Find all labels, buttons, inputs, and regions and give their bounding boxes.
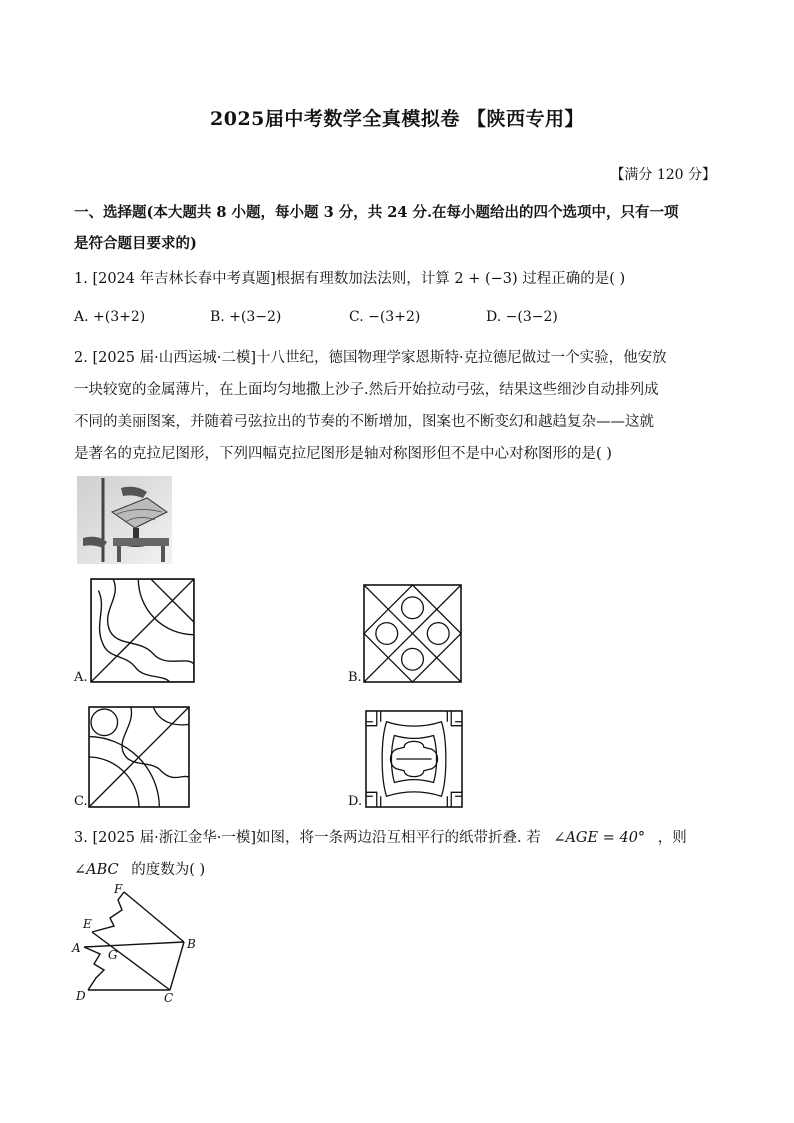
section-heading-line-1: 一、选择题(本大题共 8 小题，每小题 3 分，共 24 分.在每小题给出的四个选项中，只有一项 <box>74 204 679 221</box>
figure-c-label[interactable]: C. <box>74 794 88 809</box>
option-a[interactable]: A. +(3+2) <box>74 309 146 325</box>
angle-abc: ∠ABC <box>74 862 119 878</box>
point-b-label: B <box>187 937 196 951</box>
point-e-label: E <box>83 917 92 931</box>
option-b[interactable]: B. +(3−2) <box>210 309 282 325</box>
point-d-label: D <box>76 989 86 1003</box>
page-title: 2025届中考数学全真模拟卷 【陕西专用】 <box>210 108 584 130</box>
chladni-figure-b <box>363 584 462 683</box>
question-3-text: 3. [2025 届·浙江金华·一模]如图，将一条两边沿互相平行的纸带折叠. 若 <box>74 830 541 846</box>
point-f-label: F <box>114 882 123 896</box>
figure-d-label[interactable]: D. <box>348 794 363 809</box>
option-c[interactable]: C. −(3+2) <box>349 309 421 325</box>
question-2-line-1: 2. [2025 届·山西运城·二模]十八世纪，德国物理学家恩斯特·克拉德尼做过一个实验，他安放 <box>74 350 667 366</box>
question-2-line-3: 不同的美丽图案，并随着弓弦拉出的节奏的不断增加，图案也不断变幻和越趋复杂——这就 <box>74 414 654 430</box>
chladni-figure-c <box>88 706 190 808</box>
chladni-experiment-photo <box>77 476 172 564</box>
folded-strip-diagram <box>70 880 210 1005</box>
question-3-text-then: ，则 <box>657 830 687 846</box>
figure-a-label[interactable]: A. <box>74 670 88 685</box>
section-heading-line-2: 是符合题目要求的) <box>74 235 197 252</box>
question-1-text: 1. [2024 年吉林长春中考真题]根据有理数加法法则，计算 <box>74 271 450 287</box>
figure-b-label[interactable]: B. <box>348 670 362 685</box>
question-3-text-end: 的度数为( ) <box>131 862 206 878</box>
question-2-line-4: 是著名的克拉尼图形，下列四幅克拉尼图形是轴对称图形但不是中心对称图形的是( ) <box>74 446 612 462</box>
question-1-expression: 2 + (−3) <box>454 271 518 287</box>
question-3 <box>74 822 724 886</box>
question-2-line-2: 一块较宽的金属薄片，在上面均匀地撒上沙子.然后开始拉动弓弦，结果这些细沙自动排列成 <box>74 382 659 398</box>
section-heading <box>74 197 724 259</box>
point-g-label: G <box>108 948 118 962</box>
option-d[interactable]: D. −(3−2) <box>486 309 558 325</box>
point-a-label: A <box>72 941 81 955</box>
question-2 <box>74 342 724 470</box>
point-c-label: C <box>164 991 174 1005</box>
question-3-line-1 <box>74 822 724 854</box>
question-1 <box>74 263 724 295</box>
angle-age-expression: ∠AGE = 40° <box>553 830 646 846</box>
chladni-figure-a <box>90 578 195 683</box>
chladni-figure-d <box>365 710 463 808</box>
question-1-text-end: 过程正确的是( ) <box>522 271 626 287</box>
full-score-label: 【满分 120 分】 <box>610 167 716 183</box>
